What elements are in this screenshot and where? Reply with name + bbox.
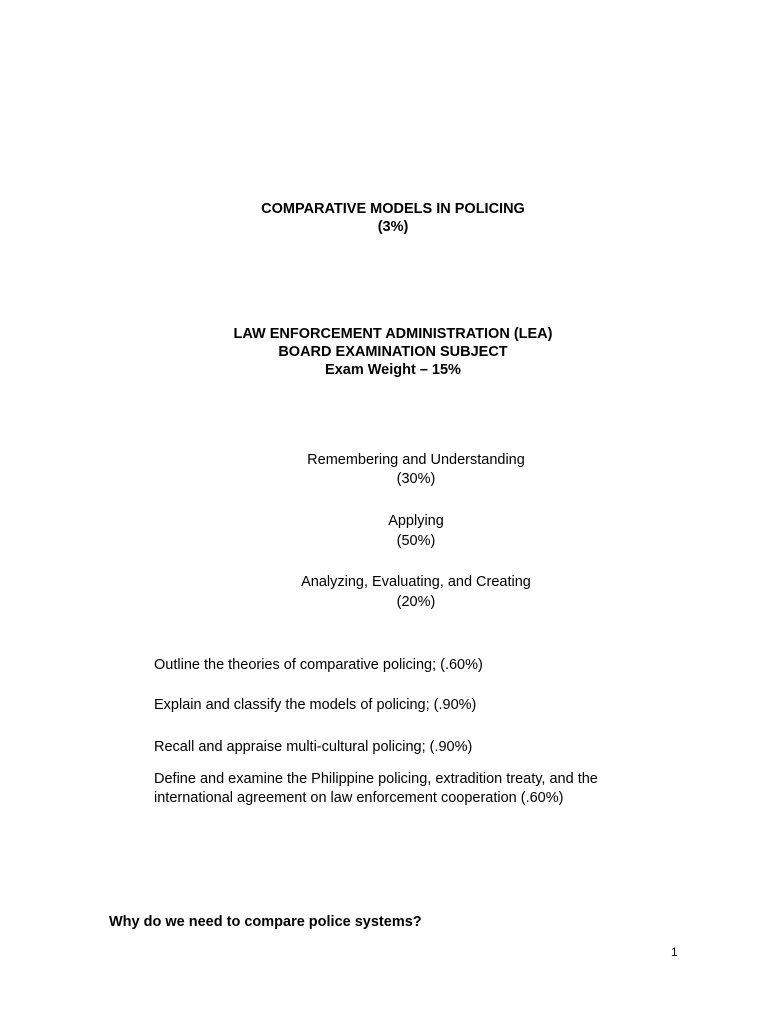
section-heading: Why do we need to compare police systems? <box>109 914 422 930</box>
cognitive-level-name: Analyzing, Evaluating, and Creating <box>301 574 531 590</box>
cognitive-level-weight: (20%) <box>396 594 436 610</box>
cognitive-level-weight: (30%) <box>396 471 436 487</box>
page-number: 1 <box>671 945 678 959</box>
subject-line-2: BOARD EXAMINATION SUBJECT <box>278 344 508 360</box>
cognitive-level-name: Applying <box>388 513 444 529</box>
objective-item: Recall and appraise multi-cultural policing; (.90%) <box>154 739 473 755</box>
cognitive-level-name: Remembering and Understanding <box>307 452 525 468</box>
objective-item: Define and examine the Philippine policing, extradition treaty, and the international agreement on law enforcement cooperation (.60%) <box>154 771 598 806</box>
subject-line-1: LAW ENFORCEMENT ADMINISTRATION (LEA) <box>233 326 553 342</box>
objective-item: Outline the theories of comparative policing; (.60%) <box>154 657 483 673</box>
exam-weight: Exam Weight – 15% <box>325 362 461 378</box>
objective-item: Explain and classify the models of policing; (.90%) <box>154 697 477 713</box>
cognitive-level-weight: (50%) <box>396 533 436 549</box>
title-line-2: (3%) <box>377 219 409 235</box>
title-line-1: COMPARATIVE MODELS IN POLICING <box>261 201 525 217</box>
